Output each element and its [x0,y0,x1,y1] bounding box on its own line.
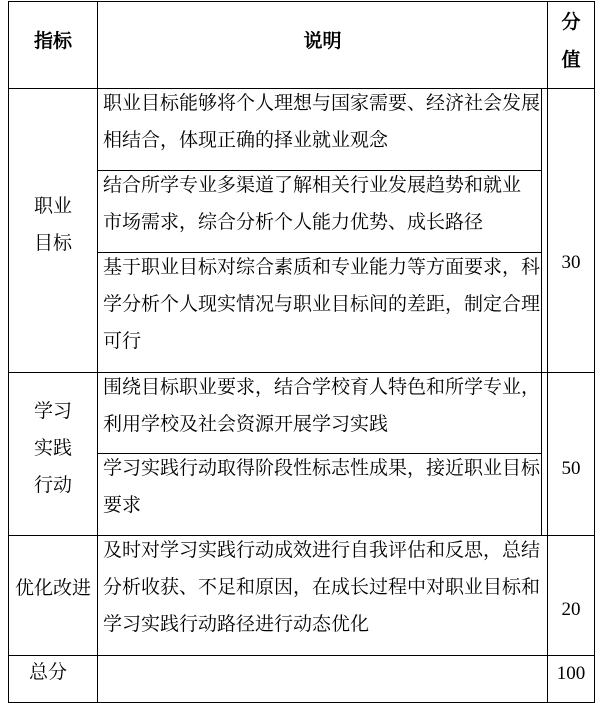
description-text [103,253,541,360]
description-item [98,373,542,454]
description-line: 围绕目标职业要求，结合学校育人特色和所学专业， [103,376,541,398]
indicator-line: 行动 [33,473,72,496]
header-description-cell [97,1,547,88]
score-cell-career-goal [547,88,594,372]
indicator-line: 目标 [33,231,72,254]
header-description: 说明 [303,30,342,52]
description-item [98,89,542,171]
description-line: 可行 [103,330,142,352]
evaluation-table [8,1,595,703]
description-line: 结合所学专业多渠道了解相关行业发展趋势和就业 [103,174,522,196]
description-line: 学习实践行动路径进行动态优化 [103,613,370,635]
description-group-career-goal [97,88,547,372]
description-line: 基于职业目标对综合素质和专业能力等方面要求，科 [103,256,541,278]
header-score-line: 分 [561,11,581,33]
description-line: 市场需求，综合分析个人能力优势、成长路径 [103,211,484,233]
description-text [103,373,541,443]
description-text [103,454,541,524]
total-label-cell [8,655,97,702]
description-line: 利用学校及社会资源开展学习实践 [103,413,389,435]
indicator-line: 职业 [33,194,72,217]
score-value: 20 [561,599,581,620]
total-score-cell [547,655,594,702]
description-item [98,171,542,253]
score-cell-optimization [547,535,594,655]
header-score-cell [547,1,594,88]
indicator-cell-optimization [8,535,97,655]
description-text [103,171,541,241]
description-line: 学分析个人现实情况与职业目标间的差距，制定合理 [103,293,541,315]
description-text [103,535,547,643]
description-line: 学习实践行动取得阶段性标志性成果，接近职业目标 [103,457,541,479]
total-label: 总分 [28,660,67,683]
total-score: 100 [556,662,586,684]
header-indicator: 指标 [33,30,72,52]
description-line: 及时对学习实践行动成效进行自我评估和反思，总结 [103,539,541,561]
description-group-practice-action [97,372,547,535]
description-item [98,253,542,372]
indicator-line: 学习 [33,399,72,422]
score-cell-practice-action [547,372,594,535]
header-score-line: 值 [561,49,581,71]
description-line: 要求 [103,494,142,516]
description-group-optimization [97,535,547,655]
total-description-cell [97,655,547,702]
indicator-line: 优化改进 [14,577,91,599]
header-indicator-cell [8,1,97,88]
score-value: 50 [561,457,581,479]
description-line: 分析收获、不足和原因，在成长过程中对职业目标和 [103,576,541,598]
score-value: 30 [561,252,581,273]
description-item [98,454,542,535]
indicator-cell-career-goal [8,88,97,372]
description-line: 职业目标能够将个人理想与国家需要、经济社会发展 [103,92,541,114]
description-text [103,89,541,159]
description-line: 相结合，体现正确的择业就业观念 [103,129,389,151]
indicator-line: 实践 [33,436,72,459]
indicator-cell-practice-action [8,372,97,535]
